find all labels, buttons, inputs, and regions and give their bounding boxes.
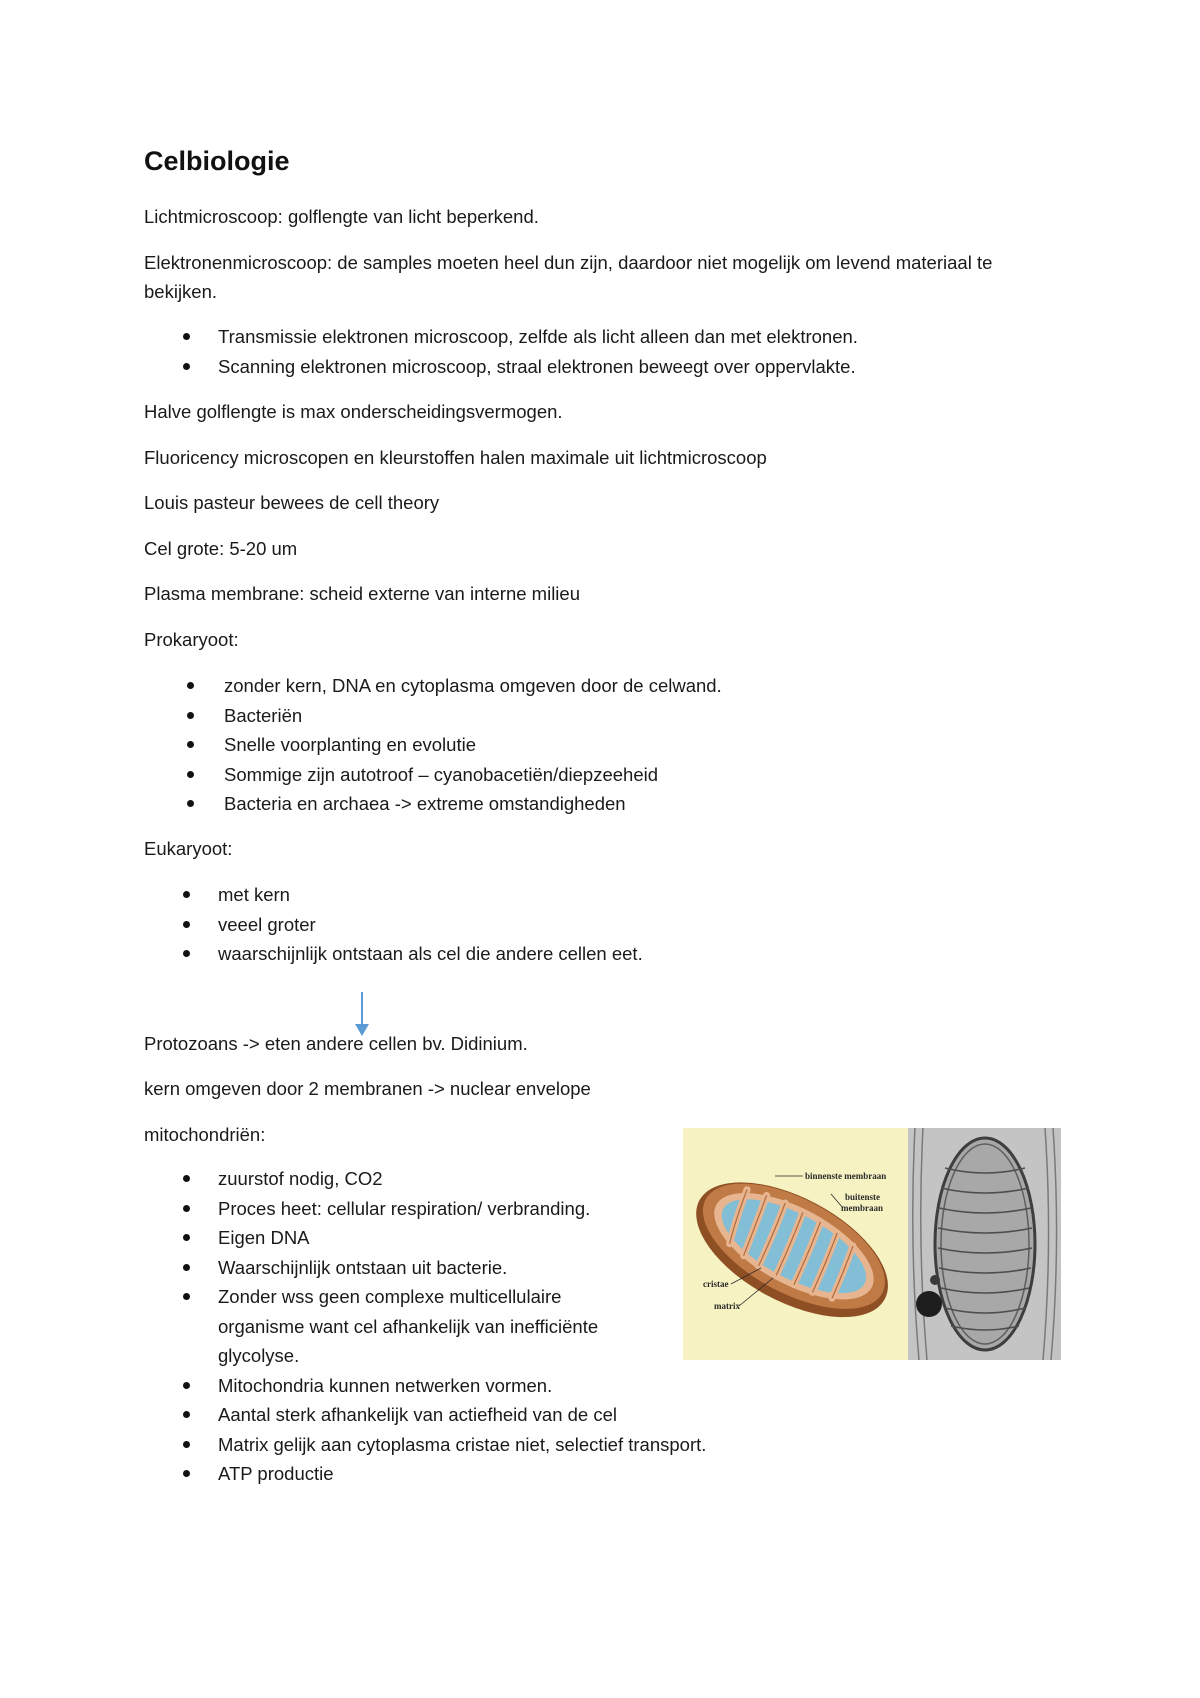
- list-item: Transmissie elektronen microscoop, zelfde als licht alleen dan met elektronen.: [218, 322, 978, 352]
- mitochondrion-diagram: [683, 1128, 909, 1360]
- list-item: veeel groter: [218, 910, 978, 940]
- eukaryoot-list: [218, 880, 978, 969]
- heading-eukaryoot: Eukaryoot:: [144, 838, 233, 859]
- list-item: Zonder wss geen complexe multicellulaire organisme want cel afhankelijk van inefficiënte glycolyse.: [218, 1282, 648, 1371]
- prokaryoot-list: [224, 671, 984, 819]
- mitochondrien-list: [218, 1164, 707, 1489]
- list-item: Mitochondria kunnen netwerken vormen.: [218, 1371, 818, 1401]
- paragraph-fluoricency: Fluoricency microscopen en kleurstoffen halen maximale uit lichtmicroscoop: [144, 447, 767, 468]
- list-item: Bacteria en archaea -> extreme omstandigheden: [224, 789, 984, 819]
- heading-mitochondrien: mitochondriën:: [144, 1124, 266, 1145]
- mitochondrion-figure: [683, 1128, 1061, 1360]
- paragraph-lichtmicroscoop: Lichtmicroscoop: golflengte van licht beperkend.: [144, 206, 539, 227]
- list-item: Proces heet: cellular respiration/ verbranding.: [218, 1194, 648, 1224]
- list-item: Bacteriën: [224, 701, 984, 731]
- list-item: Waarschijnlijk ontstaan uit bacterie.: [218, 1253, 648, 1283]
- heading-prokaryoot: Prokaryoot:: [144, 629, 239, 650]
- list-item: ATP productie: [218, 1459, 818, 1489]
- list-item: zuurstof nodig, CO2: [218, 1164, 648, 1194]
- label-buitenste: buitenste: [845, 1192, 881, 1202]
- paragraph-pasteur: Louis pasteur bewees de cell theory: [144, 492, 440, 513]
- list-item: Sommige zijn autotroof – cyanobacetiën/diepzeeheid: [224, 760, 984, 790]
- list-item: waarschijnlijk ontstaan als cel die andere cellen eet.: [218, 939, 978, 969]
- list-item: Scanning elektronen microscoop, straal elektronen beweegt over oppervlakte.: [218, 352, 978, 382]
- list-item: Aantal sterk afhankelijk van actiefheid van de cel: [218, 1400, 818, 1430]
- list-item: zonder kern, DNA en cytoplasma omgeven door de celwand.: [224, 671, 984, 701]
- paragraph-kern: kern omgeven door 2 membranen -> nuclear envelope: [144, 1078, 591, 1099]
- paragraph-cel-grootte: Cel grote: 5-20 um: [144, 538, 298, 559]
- paragraph-protozoans: Protozoans -> eten andere cellen bv. Didinium.: [144, 1033, 528, 1054]
- list-item: met kern: [218, 880, 978, 910]
- label-matrix: matrix: [714, 1301, 740, 1311]
- paragraph-elektronenmicroscoop: Elektronenmicroscoop: de samples moeten heel dun zijn, daardoor niet mogelijk om levend materiaal te bekijken.: [144, 252, 993, 302]
- label-binnenste-membraan: binnenste membraan: [805, 1171, 887, 1181]
- list-item: Snelle voorplanting en evolutie: [224, 730, 984, 760]
- list-item: Eigen DNA: [218, 1223, 648, 1253]
- microscoop-types-list: [218, 322, 978, 381]
- electron-micrograph: [908, 1128, 1061, 1360]
- paragraph-plasma-membraan: Plasma membrane: scheid externe van interne milieu: [144, 583, 580, 604]
- paragraph-golflengte: Halve golflengte is max onderscheidingsvermogen.: [144, 401, 563, 422]
- page-title: Celbiologie: [144, 146, 290, 176]
- list-item: Matrix gelijk aan cytoplasma cristae niet, selectief transport.: [218, 1430, 818, 1460]
- label-membraan: membraan: [841, 1203, 883, 1213]
- label-cristae: cristae: [703, 1279, 729, 1289]
